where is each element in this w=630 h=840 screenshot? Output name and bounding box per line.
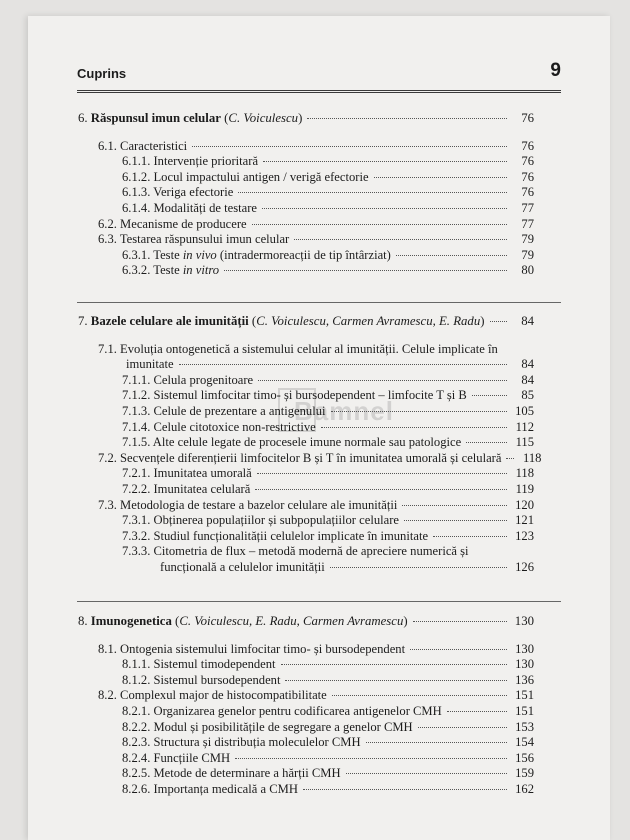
toc-subsection-entry[interactable] bbox=[122, 466, 534, 480]
entry-text bbox=[122, 735, 361, 749]
dot-leader bbox=[472, 394, 507, 396]
toc-subsection-entry[interactable] bbox=[122, 782, 534, 796]
entry-text bbox=[122, 404, 326, 418]
header-title: Cuprins bbox=[77, 66, 127, 81]
dot-leader bbox=[285, 679, 507, 681]
entry-page-number: 120 bbox=[515, 497, 534, 512]
entry-number: 7.2.1. bbox=[122, 466, 154, 481]
entry-text bbox=[122, 766, 341, 780]
toc-section-entry[interactable] bbox=[126, 357, 534, 371]
entry-page-number: 76 bbox=[521, 185, 534, 200]
entry-number: 8.2.4. bbox=[122, 750, 154, 765]
entry-title: Modul și posibilitățile de segregare a genelor CMH bbox=[153, 719, 413, 734]
entry-text bbox=[122, 185, 233, 199]
toc-entry-first-line[interactable] bbox=[122, 544, 469, 558]
dot-leader bbox=[307, 117, 507, 119]
entry-text bbox=[98, 217, 247, 231]
entry-number: 7.1.1. bbox=[122, 372, 154, 387]
entry-number: 8.1. bbox=[98, 641, 121, 656]
entry-page-number: 154 bbox=[515, 735, 534, 750]
entry-title-post: (intradermoreacții de tip întârziat) bbox=[216, 247, 391, 262]
chapter-page-number: 84 bbox=[521, 314, 534, 328]
toc-subsection-entry[interactable] bbox=[122, 704, 534, 718]
toc-subsection-entry[interactable] bbox=[122, 420, 534, 434]
entry-number: 7.1.5. bbox=[122, 435, 153, 450]
chapter-divider bbox=[77, 302, 561, 303]
entry-title: Alte celule legate de procesele imune normale sau patologice bbox=[152, 435, 462, 450]
dot-leader bbox=[252, 223, 507, 225]
dot-leader bbox=[224, 269, 507, 271]
entry-title: Imunitatea celulară bbox=[153, 482, 251, 496]
chapter-heading bbox=[78, 614, 408, 628]
entry-text bbox=[122, 673, 280, 687]
entry-text bbox=[122, 170, 369, 184]
dot-leader bbox=[262, 207, 507, 209]
toc-subsection-entry[interactable] bbox=[122, 766, 534, 780]
entry-page-number: 151 bbox=[515, 704, 534, 718]
entry-text bbox=[122, 388, 467, 402]
entry-text bbox=[160, 560, 325, 574]
entry-page-number: 130 bbox=[515, 657, 534, 672]
chapter-authors: C. Voiculescu, E. Radu, Carmen Avramescu bbox=[179, 614, 404, 628]
paren-close: ) bbox=[298, 111, 303, 125]
toc-subsection-entry[interactable] bbox=[122, 248, 534, 262]
chapter-page-number: 76 bbox=[521, 111, 534, 125]
chapter-authors: C. Voiculescu bbox=[228, 111, 299, 125]
paren-close: ) bbox=[480, 314, 485, 328]
entry-number: 6.3. bbox=[98, 232, 120, 247]
chapter-divider bbox=[77, 601, 561, 602]
entry-page-number: 156 bbox=[515, 750, 534, 765]
toc-subsection-entry[interactable] bbox=[122, 673, 534, 687]
entry-number: 7.2.2. bbox=[122, 482, 154, 496]
dot-leader bbox=[330, 566, 507, 568]
dot-leader bbox=[303, 788, 507, 790]
toc-subsection-entry[interactable] bbox=[160, 560, 534, 574]
toc-subsection-entry[interactable] bbox=[122, 435, 534, 449]
book-page bbox=[28, 16, 610, 840]
dot-leader bbox=[490, 320, 508, 322]
dot-leader bbox=[255, 488, 507, 490]
entry-page-number: 76 bbox=[521, 169, 534, 184]
toc-subsection-entry[interactable] bbox=[122, 529, 534, 543]
entry-page-number: 123 bbox=[515, 528, 534, 543]
entry-title: Veriga efectorie bbox=[153, 185, 234, 200]
dot-leader bbox=[418, 726, 507, 728]
entry-text bbox=[122, 154, 258, 168]
entry-page-number: 76 bbox=[521, 154, 534, 169]
entry-number: 6.1.4. bbox=[122, 201, 154, 215]
entry-title-line1: Evoluția ontogenetică a sistemului celular al imunității. Celule implicate în bbox=[120, 341, 498, 356]
entry-title: Sistemul bursodependent bbox=[153, 672, 281, 687]
dot-leader bbox=[410, 648, 507, 650]
entry-page-number: 79 bbox=[521, 232, 534, 247]
toc-subsection-entry[interactable] bbox=[122, 185, 534, 199]
entry-page-number: 162 bbox=[515, 782, 534, 796]
dot-leader bbox=[413, 620, 507, 622]
entry-title: Ontogenia sistemului limfocitar timo- și bursodependent bbox=[120, 641, 406, 656]
entry-page-number: 105 bbox=[515, 404, 534, 418]
entry-page-number: 153 bbox=[515, 719, 534, 734]
entry-title-italic: in vivo bbox=[182, 247, 217, 262]
chapter-title: Imunogenetica bbox=[90, 614, 172, 628]
watermark-text: Bamnel bbox=[294, 396, 394, 426]
entry-text bbox=[122, 782, 298, 796]
chapter-title: Bazele celulare ale imunității bbox=[90, 314, 249, 328]
dot-leader bbox=[404, 519, 507, 521]
dot-leader bbox=[374, 176, 507, 178]
header-rule bbox=[77, 90, 561, 91]
entry-text bbox=[122, 466, 252, 480]
entry-page-number: 80 bbox=[521, 263, 534, 278]
dot-leader bbox=[331, 410, 507, 412]
dot-leader bbox=[346, 772, 507, 774]
entry-page-number: 79 bbox=[521, 247, 534, 262]
entry-page-number: 119 bbox=[515, 482, 534, 496]
entry-page-number: 115 bbox=[515, 435, 534, 450]
dot-leader bbox=[402, 504, 507, 506]
entry-title: Mecanisme de producere bbox=[120, 216, 247, 231]
entry-number: 6.1.1. bbox=[122, 154, 154, 169]
chapter-heading bbox=[78, 111, 302, 125]
entry-title: Sistemul timodependent bbox=[153, 657, 276, 672]
entry-title: Testarea răspunsului imun celular bbox=[119, 232, 290, 247]
chapter-title: Răspunsul imun celular bbox=[90, 111, 221, 125]
entry-title: Celule de prezentare a antigenului bbox=[153, 404, 326, 418]
entry-number: 6.2. bbox=[98, 216, 121, 231]
entry-text bbox=[122, 201, 257, 215]
paren-close: ) bbox=[403, 614, 408, 628]
entry-page-number: 77 bbox=[521, 216, 534, 231]
entry-number: 7.3.2. bbox=[122, 528, 154, 543]
entry-title: Caracteristici bbox=[120, 138, 188, 153]
toc-section-entry[interactable] bbox=[98, 139, 534, 153]
toc-subsection-entry[interactable] bbox=[122, 263, 534, 277]
entry-text bbox=[122, 420, 316, 434]
toc-subsection-entry[interactable] bbox=[122, 720, 534, 734]
entry-page-number: 121 bbox=[515, 513, 534, 528]
paren-open: ( bbox=[171, 614, 180, 628]
entry-title: Complexul major de histocompatibilitate bbox=[120, 688, 327, 703]
entry-page-number: 126 bbox=[515, 560, 534, 574]
toc-subsection-entry[interactable] bbox=[122, 201, 534, 215]
entry-text bbox=[122, 263, 219, 277]
entry-title: Intervenție prioritară bbox=[153, 154, 259, 169]
entry-text bbox=[98, 688, 327, 702]
entry-title: Celule citotoxice non-restrictive bbox=[153, 419, 316, 434]
toc-subsection-entry[interactable] bbox=[122, 657, 534, 671]
dot-leader bbox=[332, 694, 507, 696]
entry-number: 8.2.2. bbox=[122, 719, 154, 734]
entry-title: Studiul funcționalității celulelor implicate în imunitate bbox=[153, 528, 429, 543]
toc-chapter-entry[interactable] bbox=[78, 314, 534, 328]
entry-text bbox=[122, 248, 391, 262]
entry-title: Metode de determinare a hărții CMH bbox=[153, 766, 341, 781]
entry-title: Sistemul limfocitar timo- și bursodependent – limfocite T și B bbox=[153, 388, 467, 403]
entry-text bbox=[98, 232, 289, 246]
entry-text bbox=[122, 751, 230, 765]
entry-text bbox=[122, 720, 413, 734]
entry-number: 7.3.1. bbox=[122, 513, 154, 528]
entry-title-line1: Citometria de flux – metodă modernă de apreciere numerică și bbox=[153, 544, 469, 559]
page-header bbox=[77, 60, 561, 86]
dot-leader bbox=[366, 741, 507, 743]
entry-number: 7.1.4. bbox=[122, 419, 154, 434]
entry-page-number: 77 bbox=[521, 201, 534, 215]
entry-number: 6.3.2. bbox=[122, 263, 154, 278]
chapter-page-number: 130 bbox=[514, 614, 534, 628]
toc-section-entry[interactable] bbox=[98, 217, 534, 231]
entry-number: 8.1.2. bbox=[122, 672, 154, 687]
entry-title: imunitate bbox=[126, 357, 174, 372]
dot-leader bbox=[506, 457, 514, 459]
dot-leader bbox=[396, 254, 507, 256]
entry-page-number: 118 bbox=[523, 450, 542, 465]
entry-title-pre: Teste bbox=[153, 263, 183, 278]
entry-text bbox=[122, 482, 250, 496]
entry-number: 7.3. bbox=[98, 497, 121, 512]
entry-number: 6.1.2. bbox=[122, 169, 154, 184]
entry-text bbox=[122, 704, 442, 718]
dot-leader bbox=[258, 379, 507, 381]
entry-text bbox=[98, 451, 501, 465]
entry-page-number: 112 bbox=[515, 419, 534, 434]
entry-page-number: 151 bbox=[515, 688, 534, 703]
entry-number: 8.2.1. bbox=[122, 704, 154, 718]
entry-number: 7.1.2. bbox=[122, 388, 154, 403]
toc-subsection-entry[interactable] bbox=[122, 482, 534, 496]
toc-chapter-entry[interactable] bbox=[78, 614, 534, 628]
entry-text bbox=[98, 498, 397, 512]
toc-section-entry[interactable] bbox=[98, 642, 534, 656]
toc-subsection-entry[interactable] bbox=[122, 751, 534, 765]
entry-number: 6.3.1. bbox=[122, 247, 154, 262]
dot-leader bbox=[321, 426, 507, 428]
chapter-heading bbox=[78, 314, 485, 328]
entry-page-number: 159 bbox=[515, 766, 534, 781]
toc-section-entry[interactable] bbox=[98, 688, 534, 702]
entry-title: funcțională a celulelor imunității bbox=[160, 560, 325, 574]
entry-text bbox=[122, 373, 253, 387]
dot-leader bbox=[257, 472, 507, 474]
dot-leader bbox=[433, 535, 507, 537]
dot-leader bbox=[179, 363, 507, 365]
toc-section-entry[interactable] bbox=[98, 450, 542, 465]
dot-leader bbox=[294, 238, 507, 240]
entry-text bbox=[98, 642, 405, 656]
entry-number: 8.2.5. bbox=[122, 766, 154, 781]
entry-title: Metodologia de testare a bazelor celulare ale imunității bbox=[120, 497, 398, 512]
entry-text bbox=[126, 357, 174, 371]
toc-section-entry[interactable] bbox=[98, 498, 534, 512]
header-rule-lower bbox=[77, 92, 561, 93]
entry-page-number: 118 bbox=[515, 466, 534, 481]
entry-title: Organizarea genelor pentru codificarea antigenelor CMH bbox=[153, 704, 442, 718]
chapter-number: 7. bbox=[78, 314, 91, 328]
entry-text bbox=[122, 513, 399, 527]
entry-title: Celula progenitoare bbox=[153, 372, 254, 387]
toc-subsection-entry[interactable] bbox=[122, 373, 534, 387]
toc-section-entry[interactable] bbox=[98, 232, 534, 246]
toc-entry-first-line[interactable] bbox=[98, 342, 498, 356]
entry-page-number: 84 bbox=[521, 372, 534, 387]
entry-number: 8.1.1. bbox=[122, 657, 154, 672]
toc-chapter-entry[interactable] bbox=[78, 111, 534, 125]
toc-subsection-entry[interactable] bbox=[122, 404, 534, 418]
entry-number: 8.2. bbox=[98, 688, 121, 703]
dot-leader bbox=[263, 160, 507, 162]
dot-leader bbox=[192, 145, 507, 147]
entry-page-number: 130 bbox=[515, 641, 534, 656]
entry-number: 8.2.3. bbox=[122, 735, 154, 750]
dot-leader bbox=[447, 710, 507, 712]
toc-subsection-entry[interactable] bbox=[122, 154, 534, 168]
entry-page-number: 76 bbox=[521, 138, 534, 153]
toc-subsection-entry[interactable] bbox=[122, 170, 534, 184]
dot-leader bbox=[238, 191, 507, 193]
chapter-authors: C. Voiculescu, Carmen Avramescu, E. Radu bbox=[256, 314, 481, 328]
paren-open: ( bbox=[220, 111, 229, 125]
toc-subsection-entry[interactable] bbox=[122, 388, 534, 402]
entry-number: 6.1. bbox=[98, 138, 121, 153]
entry-number: 7.3.3. bbox=[122, 544, 154, 559]
toc-subsection-entry[interactable] bbox=[122, 735, 534, 749]
entry-title: Modalități de testare bbox=[153, 201, 257, 215]
entry-number: 6.1.3. bbox=[122, 185, 154, 200]
entry-title-pre: Teste bbox=[153, 247, 183, 262]
entry-text bbox=[122, 657, 276, 671]
header-page-number: 9 bbox=[550, 60, 561, 81]
entry-title: Secvențele diferențierii limfocitelor B și T în imunitatea umorală și celulară bbox=[120, 450, 502, 465]
entry-page-number: 136 bbox=[515, 672, 534, 687]
paren-open: ( bbox=[248, 314, 257, 328]
dot-leader bbox=[235, 757, 507, 759]
entry-title: Locul impactului antigen / verigă efectorie bbox=[153, 169, 369, 184]
entry-title: Imunitatea umorală bbox=[153, 466, 252, 481]
entry-title: Structura și distribuția moleculelor CMH bbox=[153, 735, 361, 750]
entry-text bbox=[122, 435, 461, 449]
chapter-number: 8. bbox=[78, 614, 91, 628]
chapter-number: 6. bbox=[78, 111, 91, 125]
dot-leader bbox=[281, 663, 507, 665]
entry-page-number: 85 bbox=[521, 388, 534, 403]
entry-title-italic: in vitro bbox=[182, 263, 220, 278]
entry-number: 7.1.3. bbox=[122, 404, 154, 418]
entry-text bbox=[122, 529, 428, 543]
entry-text bbox=[98, 139, 187, 153]
entry-number: 8.2.6. bbox=[122, 782, 154, 796]
entry-title: Importanța medicală a CMH bbox=[153, 782, 298, 796]
entry-page-number: 84 bbox=[521, 357, 534, 372]
entry-number: 7.2. bbox=[98, 450, 121, 465]
dot-leader bbox=[466, 441, 507, 443]
toc-subsection-entry[interactable] bbox=[122, 513, 534, 527]
entry-number: 7.1. bbox=[98, 341, 121, 356]
entry-title: Funcțiile CMH bbox=[153, 750, 231, 765]
entry-title: Obținerea populațiilor și subpopulațiilor celulare bbox=[153, 513, 399, 528]
